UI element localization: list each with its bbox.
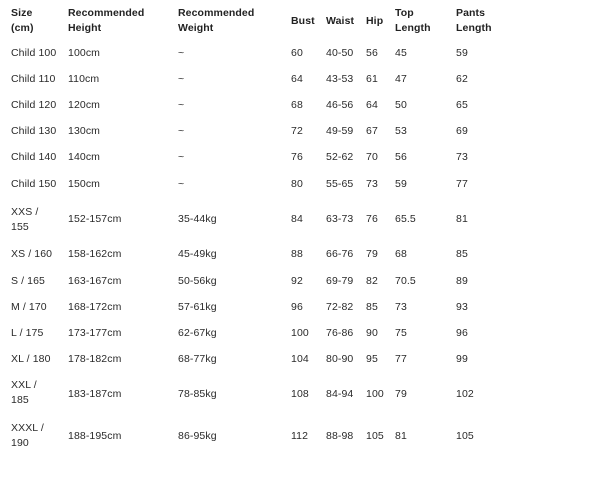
cell-pants-length: 62 [456, 73, 468, 85]
cell-pants-length: 65 [456, 99, 468, 111]
cell-size: XS / 160 [11, 248, 53, 260]
cell-top-length: 77 [395, 353, 407, 365]
cell-size: Child 100 [11, 47, 57, 59]
cell-hip: 64 [366, 99, 378, 111]
cell-size: Child 150 [11, 178, 57, 190]
cell-pants-length: 73 [456, 151, 468, 163]
cell-height: 150cm [68, 178, 101, 190]
cell-size: S / 165 [11, 275, 45, 287]
cell-top-length: 45 [395, 47, 407, 59]
cell-height: 152-157cm [68, 213, 122, 225]
cell-top-length: 68 [395, 248, 407, 260]
cell-waist: 55-65 [326, 178, 354, 190]
header-pants-length: Pants Length [456, 7, 492, 34]
cell-waist: 69-79 [326, 275, 354, 287]
cell-waist: 63-73 [326, 213, 354, 225]
cell-pants-length: 99 [456, 353, 468, 365]
cell-waist: 80-90 [326, 353, 354, 365]
cell-height: 173-177cm [68, 327, 122, 339]
cell-top-length: 75 [395, 327, 407, 339]
cell-size: L / 175 [11, 327, 44, 339]
cell-pants-length: 102 [456, 388, 474, 400]
cell-hip: 85 [366, 301, 378, 313]
cell-height: 110cm [68, 73, 100, 85]
cell-bust: 104 [291, 353, 309, 365]
cell-height: 178-182cm [68, 353, 122, 365]
cell-weight: 78-85kg [178, 388, 217, 400]
cell-hip: 105 [366, 430, 384, 442]
cell-bust: 84 [291, 213, 303, 225]
cell-size: Child 110 [11, 73, 56, 85]
cell-weight: ~ [178, 151, 185, 163]
cell-hip: 67 [366, 125, 378, 137]
cell-waist: 52-62 [326, 151, 354, 163]
cell-height: 163-167cm [68, 275, 122, 287]
cell-top-length: 65.5 [395, 213, 416, 225]
header-top-length: Top Length [395, 7, 431, 34]
cell-height: 188-195cm [68, 430, 122, 442]
cell-waist: 40-50 [326, 47, 354, 59]
header-size: Size (cm) [11, 7, 34, 34]
cell-hip: 70 [366, 151, 378, 163]
cell-height: 140cm [68, 151, 101, 163]
cell-bust: 112 [291, 430, 309, 442]
cell-pants-length: 77 [456, 178, 468, 190]
cell-waist: 84-94 [326, 388, 354, 400]
header-hip: Hip [366, 15, 384, 27]
cell-pants-length: 69 [456, 125, 468, 137]
cell-pants-length: 85 [456, 248, 468, 260]
cell-hip: 100 [366, 388, 384, 400]
cell-weight: 45-49kg [178, 248, 217, 260]
cell-hip: 56 [366, 47, 378, 59]
cell-top-length: 56 [395, 151, 407, 163]
cell-bust: 60 [291, 47, 303, 59]
cell-pants-length: 89 [456, 275, 468, 287]
cell-height: 168-172cm [68, 301, 122, 313]
cell-top-length: 47 [395, 73, 407, 85]
cell-top-length: 50 [395, 99, 407, 111]
cell-pants-length: 93 [456, 301, 468, 313]
cell-size: M / 170 [11, 301, 47, 313]
cell-weight: 35-44kg [178, 213, 217, 225]
cell-bust: 72 [291, 125, 303, 137]
cell-top-length: 73 [395, 301, 407, 313]
cell-bust: 64 [291, 73, 303, 85]
cell-height: 120cm [68, 99, 101, 111]
cell-pants-length: 96 [456, 327, 468, 339]
cell-size: XXL / 185 [11, 379, 37, 406]
cell-weight: 57-61kg [178, 301, 217, 313]
cell-hip: 95 [366, 353, 378, 365]
cell-bust: 80 [291, 178, 303, 190]
cell-weight: 62-67kg [178, 327, 217, 339]
cell-weight: ~ [178, 125, 185, 137]
cell-bust: 76 [291, 151, 303, 163]
cell-weight: 86-95kg [178, 430, 217, 442]
cell-weight: ~ [178, 99, 185, 111]
cell-hip: 82 [366, 275, 378, 287]
cell-waist: 76-86 [326, 327, 354, 339]
cell-waist: 43-53 [326, 73, 354, 85]
cell-hip: 61 [366, 73, 378, 85]
cell-weight: ~ [178, 73, 185, 85]
cell-size: Child 130 [11, 125, 57, 137]
cell-waist: 49-59 [326, 125, 354, 137]
cell-weight: 68-77kg [178, 353, 217, 365]
cell-top-length: 53 [395, 125, 407, 137]
cell-bust: 100 [291, 327, 309, 339]
cell-waist: 46-56 [326, 99, 354, 111]
cell-waist: 88-98 [326, 430, 354, 442]
cell-size: XL / 180 [11, 353, 51, 365]
cell-pants-length: 59 [456, 47, 468, 59]
cell-pants-length: 105 [456, 430, 474, 442]
cell-hip: 73 [366, 178, 378, 190]
cell-hip: 76 [366, 213, 378, 225]
cell-bust: 92 [291, 275, 303, 287]
header-bust: Bust [291, 15, 315, 27]
cell-height: 100cm [68, 47, 101, 59]
cell-height: 130cm [68, 125, 101, 137]
header-waist: Waist [326, 15, 355, 27]
cell-waist: 66-76 [326, 248, 354, 260]
cell-top-length: 79 [395, 388, 407, 400]
cell-size: Child 140 [11, 151, 57, 163]
cell-top-length: 81 [395, 430, 407, 442]
cell-bust: 68 [291, 99, 303, 111]
cell-bust: 88 [291, 248, 303, 260]
cell-waist: 72-82 [326, 301, 354, 313]
cell-bust: 96 [291, 301, 303, 313]
cell-top-length: 59 [395, 178, 407, 190]
cell-pants-length: 81 [456, 213, 468, 225]
cell-weight: ~ [178, 178, 185, 190]
cell-size: XXXL / 190 [11, 422, 44, 449]
cell-weight: ~ [178, 47, 185, 59]
cell-size: XXS / 155 [11, 206, 39, 233]
cell-top-length: 70.5 [395, 275, 416, 287]
cell-height: 183-187cm [68, 388, 122, 400]
header-recommended-weight: Recommended Weight [178, 7, 255, 34]
cell-weight: 50-56kg [178, 275, 217, 287]
cell-hip: 79 [366, 248, 378, 260]
cell-hip: 90 [366, 327, 378, 339]
header-recommended-height: Recommended Height [68, 7, 145, 34]
cell-size: Child 120 [11, 99, 57, 111]
cell-bust: 108 [291, 388, 309, 400]
cell-height: 158-162cm [68, 248, 122, 260]
